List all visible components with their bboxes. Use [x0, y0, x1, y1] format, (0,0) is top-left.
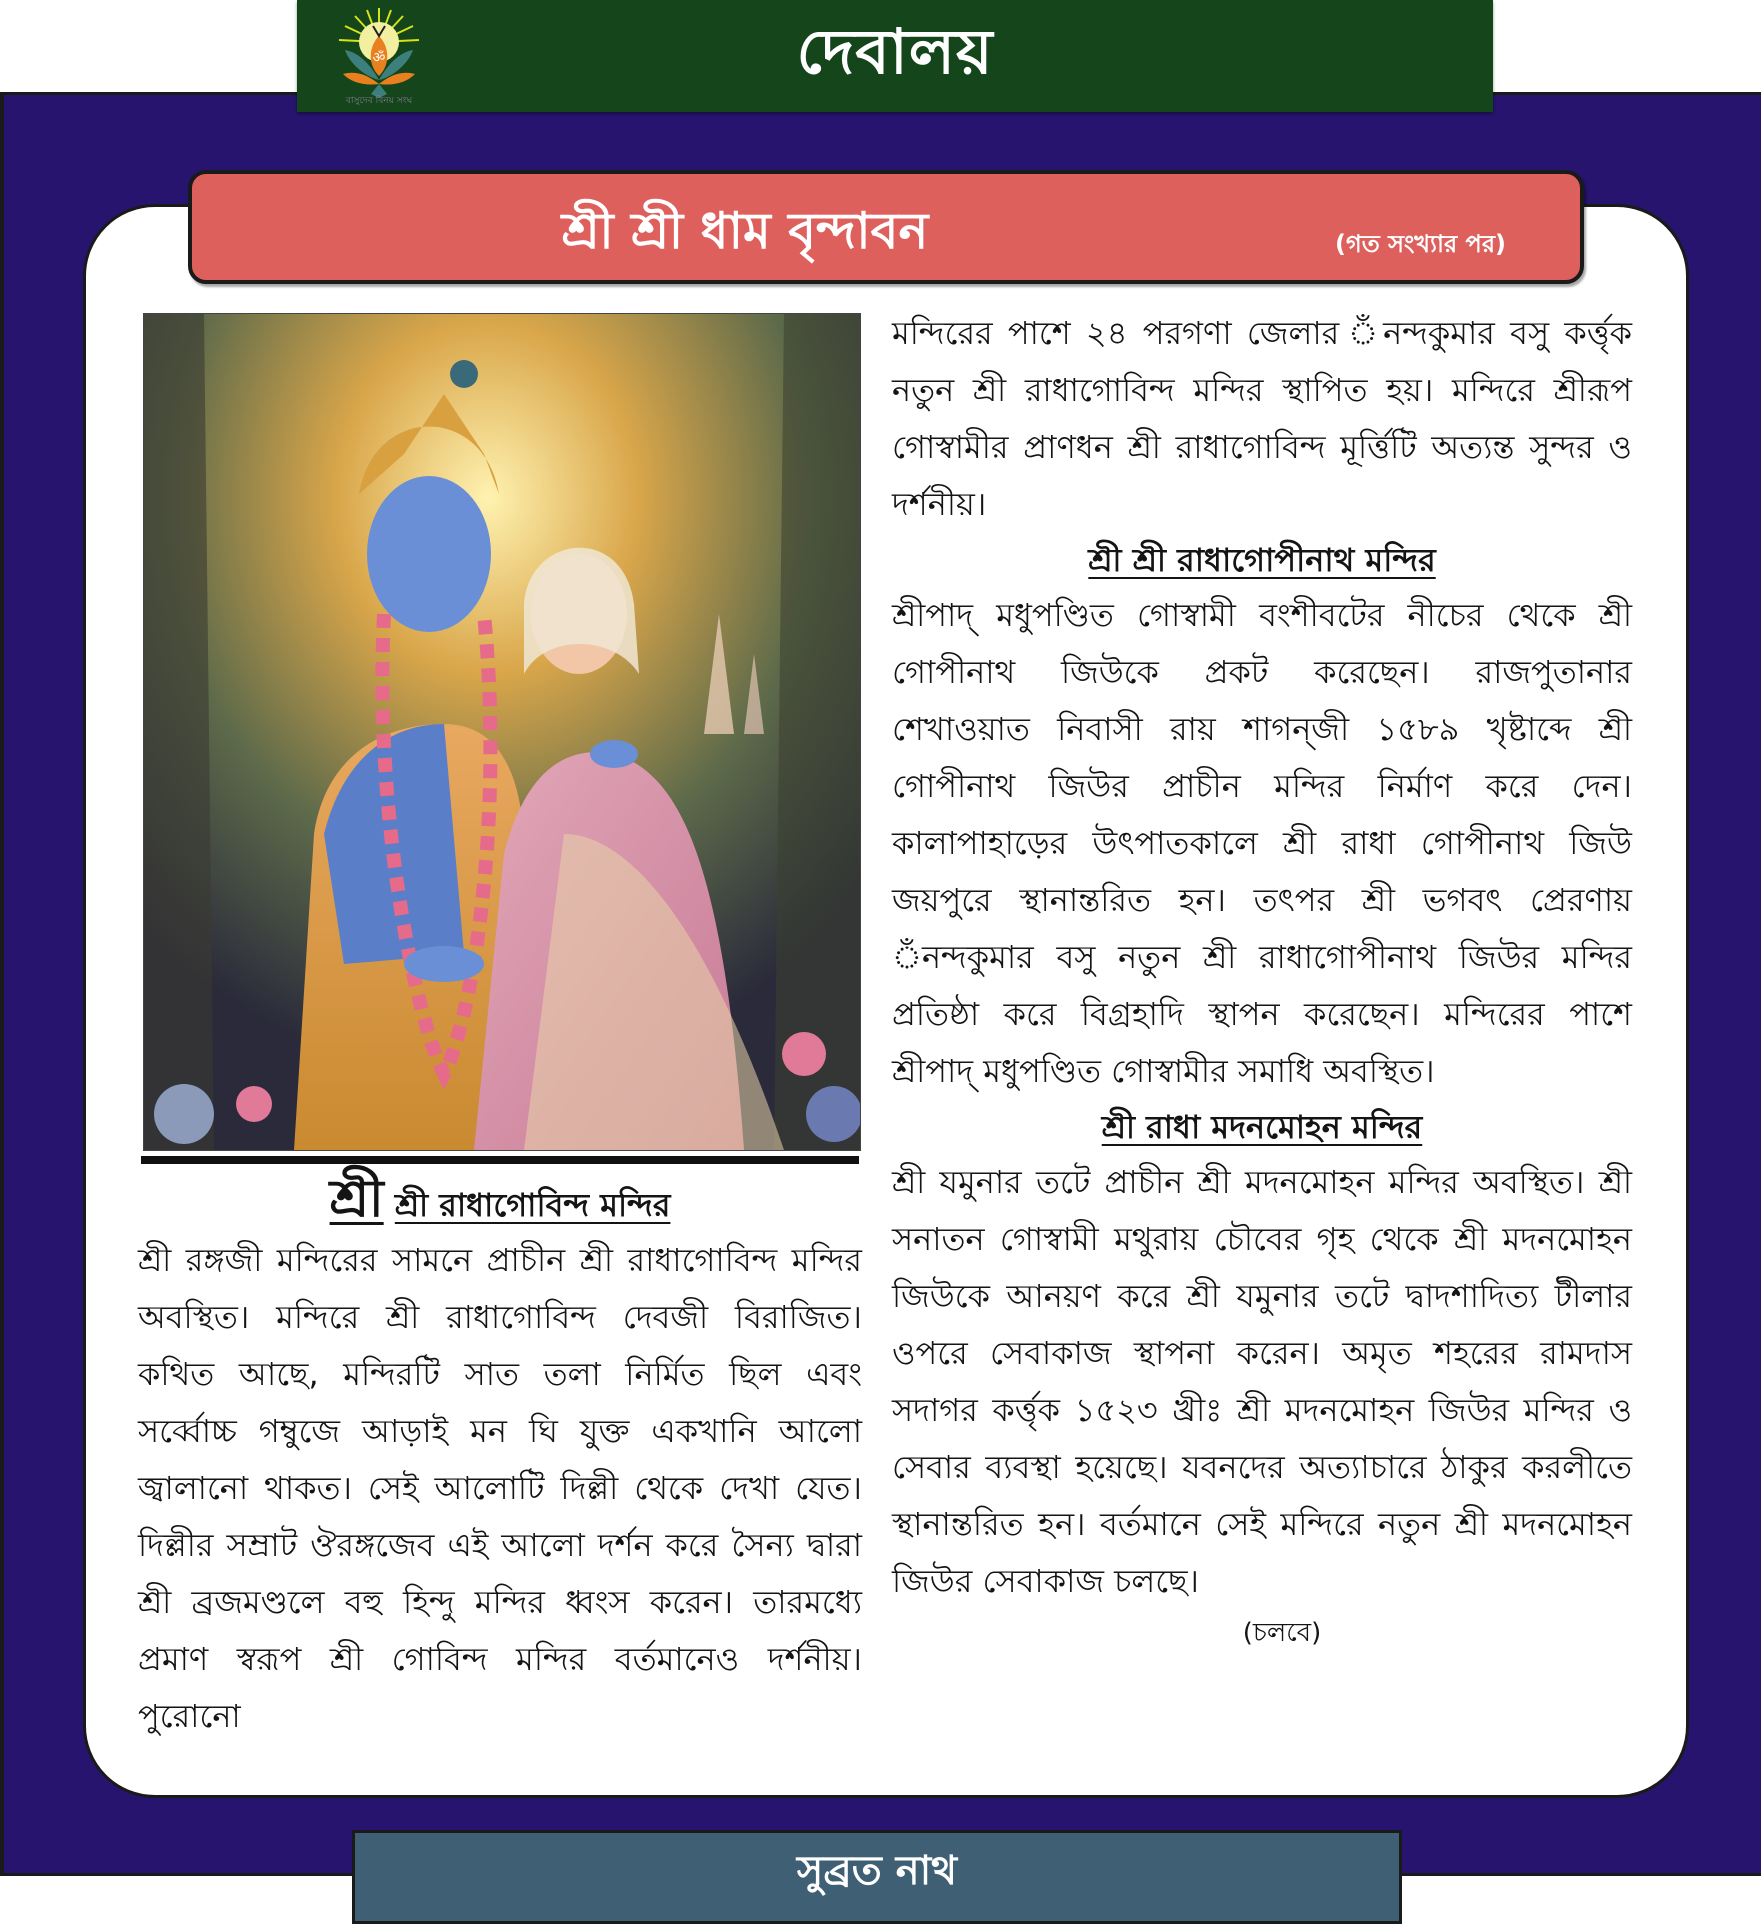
article-title: শ্রী শ্রী ধাম বৃন্দাবন — [561, 202, 929, 260]
masthead — [297, 0, 1493, 112]
paragraph-radhagopinath: শ্রীপাদ্ মধুপণ্ডিত গোস্বামী বংশীবটের নীচের থেকে শ্রী গোপীনাথ জিউকে প্রকট করেছেন। রাজপুতানার শেখাওয়াত নিবাসী রায় শাগন্জী ১৫৮৯ খৃষ্টাব্দে শ্রী গোপীনাথ জিউর প্রাচীন মন্দির নির্মাণ করে দেন। কালাপাহাড়ের উৎপাতকালে শ্রী রাধা গোপীনাথ জিউ জয়পুরে স্থানান্তরিত হন। তৎপর শ্রী ভগবৎ প্রেরণায় ঁনন্দকুমার বসু নতুন শ্রী রাধাগোপীনাথ জিউর মন্দির প্রতিষ্ঠা করে বিগ্রহাদি স্থাপন করেছেন। মন্দিরের পাশে শ্রীপাদ্ মধুপণ্ডিত গোস্বামীর সমাধি অবস্থিত। — [892, 596, 1632, 1090]
continued-note: (চলবে) — [1242, 1618, 1322, 1648]
heading-text: শ্রী রাধা মদনমোহন মন্দির — [1101, 1108, 1423, 1146]
paragraph-madanmohan: শ্রী যমুনার তটে প্রাচীন শ্রী মদনমোহন মন্দির অবস্থিত। শ্রী সনাতন গোস্বামী মথুরায় চৌবের গৃহ থেকে শ্রী মদনমোহন জিউকে আনয়ণ করে শ্রী যমুনার তটে দ্বাদশাদিত্য টীলার ওপরে সেবাকাজ স্থাপনা করেন। অমৃত শহরের রামদাস সদাগর কর্ত্তৃক ১৫২৩ খ্রীঃ শ্রী মদনমোহন জিউর মন্দির ও সেবার ব্যবস্থা হয়েছে। যবনদের অত্যাচারে ঠাকুর করলীতে স্থানান্তরিত হন। বর্তমানে সেই মন্দিরে নতুন শ্রী মদনমোহন জিউর সেবাকাজ চলছে। — [892, 1163, 1632, 1600]
paragraph-intro: মন্দিরের পাশে ২৪ পরগণা জেলার ঁনন্দকুমার বসু কর্ত্তৃক নতুন শ্রী রাধাগোবিন্দ মন্দির স্থাপিত হয়। মন্দিরে শ্রীরূপ গোস্বামীর প্রাণধন শ্রী রাধাগোবিন্দ মূর্ত্তিটি অত্যন্ত সুন্দর ও দর্শনীয়। — [892, 314, 1632, 523]
section-heading-radhagobinda — [138, 1169, 862, 1232]
lotus-om-logo-icon — [333, 6, 425, 110]
paragraph-radhagobinda: শ্রী রঙ্গজী মন্দিরের সামনে প্রাচীন শ্রী রাধাগোবিন্দ মন্দির অবস্থিত। মন্দিরে শ্রী রাধাগোবিন্দ দেবজী বিরাজিত। কথিত আছে, মন্দিরটি সাত তলা নির্মিত ছিল এবং সর্ব্বোচ্চ গম্বুজে আড়াই মন ঘি যুক্ত একখানি আলো জ্বালানো থাকত। সেই আলোটি দিল্লী থেকে দেখা যেত। দিল্লীর সম্রাট ঔরঙ্গজেব এই আলো দর্শন করে সৈন্য দ্বারা শ্রী ব্রজমণ্ডলে বহু হিন্দু মন্দির ধ্বংস করেন। তারমধ্যে প্রমাণ স্বরূপ শ্রী গোবিন্দ মন্দির বর্তমানেও দর্শনীয়। পুরোনো — [138, 1241, 862, 1735]
heading-text: শ্রী রাধাগোবিন্দ মন্দির — [394, 1186, 671, 1224]
heading-text: শ্রী শ্রী রাধাগোপীনাথ মন্দির — [1088, 541, 1436, 579]
author-name: সুব্রত নাথ — [796, 1847, 958, 1894]
left-column — [138, 1169, 862, 1745]
right-column — [892, 305, 1632, 1656]
article-title-bar — [188, 170, 1584, 284]
section-heading-madanmohan — [892, 1100, 1632, 1154]
author-box — [352, 1830, 1402, 1924]
svg-text:ॐ: ॐ — [372, 50, 386, 66]
article-continuation-note: (গত সংখ্যার পর) — [1335, 230, 1506, 258]
section-heading-radhagopinath — [892, 533, 1632, 587]
image-divider-rule — [141, 1156, 859, 1164]
radha-krishna-illustration — [143, 313, 861, 1151]
logo-caption: বাসুদেব বিনয় সংঘ — [345, 96, 413, 106]
publication-title: দেবালয় — [796, 14, 994, 88]
heading-drop-glyph: শ্রী — [329, 1169, 384, 1229]
radha-krishna-painting-icon — [144, 314, 860, 1150]
